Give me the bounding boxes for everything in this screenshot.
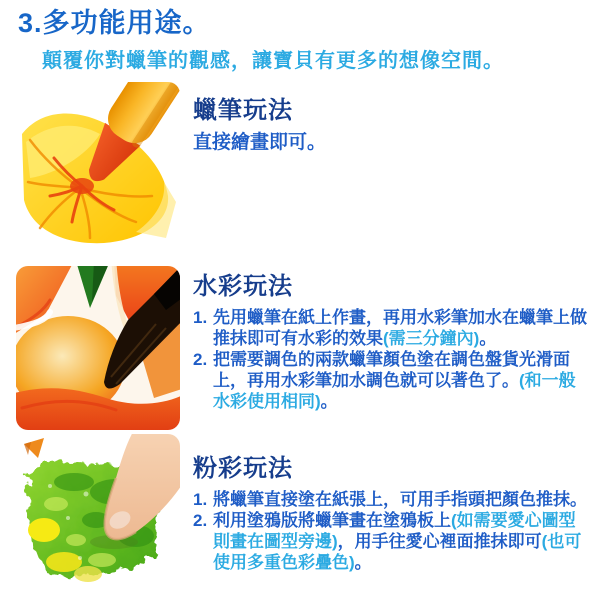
section-items-crayon [193, 131, 590, 155]
instruction-item [193, 349, 590, 412]
item-number: 2. [193, 511, 208, 530]
page-title: 3.多功能用途。 [18, 8, 211, 38]
text-segment-accent: (和一般水彩使用相同) [213, 371, 576, 411]
text-segment-body: 。 [320, 392, 338, 411]
section-heading-watercolor: 水彩玩法 [193, 273, 293, 300]
text-segment-accent: (需三分鐘內) [383, 329, 480, 348]
text-segment-body: ，用手往愛心裡面推抹即可 [337, 532, 542, 551]
text-segment-body: 把需要調色的兩款蠟筆顏色塗在調色盤貨光滑面上，再用水彩筆加水調色就可以著色了。 [213, 350, 570, 390]
item-text [193, 131, 590, 155]
watercolor-brush-photo [16, 266, 180, 430]
section-items-pastel [193, 489, 590, 573]
crayon-drawing-photo [16, 82, 180, 246]
item-number: 1. [193, 308, 208, 327]
page-subtitle: 顛覆你對蠟筆的觀感，讓寶貝有更多的想像空間。 [42, 50, 504, 72]
section-crayon [16, 82, 590, 246]
instruction-item [193, 510, 590, 573]
text-segment-accent: (如需要愛心圖型則畫在圖型旁邊) [213, 511, 576, 551]
item-number: 1. [193, 490, 208, 509]
pastel-finger-illustration [16, 434, 180, 598]
section-watercolor [16, 266, 590, 430]
section-pastel [16, 434, 590, 598]
section-heading-pastel: 粉彩玩法 [193, 455, 293, 482]
section-items-watercolor [193, 307, 590, 412]
section-heading-crayon: 蠟筆玩法 [193, 97, 293, 124]
watercolor-brush-illustration [16, 266, 180, 430]
text-segment-body: 。 [479, 329, 497, 348]
text-segment-body: 直接繪畫即可。 [193, 132, 327, 153]
text-segment-body: 。 [354, 553, 372, 572]
item-text [213, 307, 590, 349]
text-segment-body: 先用蠟筆在紙上作畫，再用水彩筆加水在蠟筆上做推抹即可有水彩的效果 [213, 308, 587, 348]
instruction-item [193, 489, 590, 510]
pastel-finger-photo [16, 434, 180, 598]
text-segment-body: 將蠟筆直接塗在紙張上，可用手指頭把顏色推抹。 [213, 490, 587, 509]
item-text [213, 510, 590, 573]
instruction-item [193, 131, 590, 155]
text-segment-accent: (也可使用多重色彩疊色) [213, 532, 582, 572]
crayon-drawing-illustration [16, 82, 180, 246]
item-text [213, 349, 590, 412]
item-text [213, 489, 590, 510]
instruction-item [193, 307, 590, 349]
item-number: 2. [193, 350, 208, 369]
text-segment-body: 利用塗鴉版將蠟筆畫在塗鴉板上 [213, 511, 451, 530]
